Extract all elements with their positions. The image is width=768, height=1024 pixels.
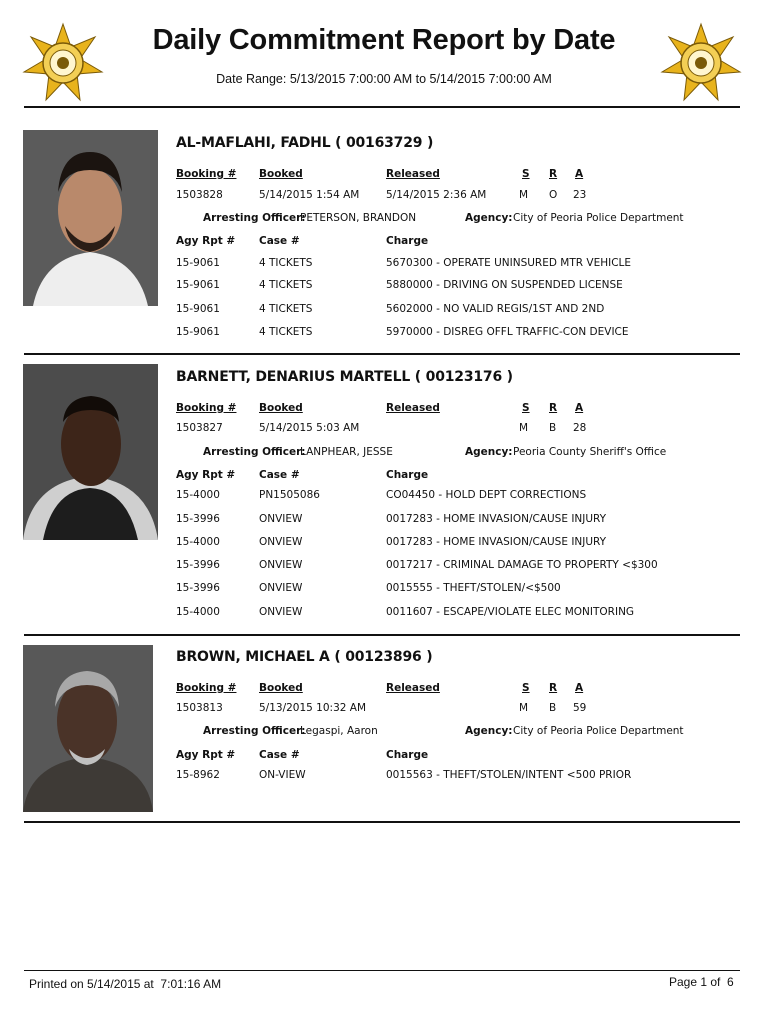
case-number: 4 TICKETS	[259, 279, 313, 291]
race-header: R	[549, 682, 558, 694]
sex-header: S	[522, 168, 530, 180]
charge-description: 0015555 - THEFT/STOLEN/<$500	[386, 582, 561, 594]
age-value: 28	[573, 422, 587, 434]
sex-value: M	[519, 189, 529, 201]
agency-report: 15-4000	[176, 489, 220, 501]
agency-report: 15-3996	[176, 559, 220, 571]
mugshot-photo	[23, 645, 153, 812]
printed-timestamp: Printed on 5/14/2015 at 7:01:16 AM	[29, 977, 222, 991]
agency-report-header: Agy Rpt #	[176, 469, 236, 481]
race-header: R	[549, 168, 558, 180]
sex-value: M	[519, 702, 529, 714]
agency-label: Agency:	[465, 446, 513, 458]
arresting-officer-label: Arresting Officer:	[203, 725, 306, 737]
booked-time: 5/14/2015 5:03 AM	[259, 422, 360, 434]
case-number: 4 TICKETS	[259, 257, 313, 269]
released-header: Released	[386, 168, 440, 180]
agency-report: 15-8962	[176, 769, 220, 781]
age-header: A	[575, 402, 584, 414]
agency-report: 15-9061	[176, 303, 220, 315]
charge-description: 0017283 - HOME INVASION/CAUSE INJURY	[386, 536, 607, 548]
agency-label: Agency:	[465, 212, 513, 224]
agency: Peoria County Sheriff's Office	[513, 446, 667, 458]
case-header: Case #	[259, 469, 300, 481]
arresting-officer-label: Arresting Officer:	[203, 446, 306, 458]
case-header: Case #	[259, 235, 300, 247]
case-number: ONVIEW	[259, 582, 303, 594]
charge-description: 0011607 - ESCAPE/VIOLATE ELEC MONITORING	[386, 606, 635, 618]
record-divider	[24, 821, 740, 823]
agency-report: 15-3996	[176, 513, 220, 525]
footer-divider	[24, 970, 740, 971]
agency-label: Agency:	[465, 725, 513, 737]
case-number: ONVIEW	[259, 513, 303, 525]
case-header: Case #	[259, 749, 300, 761]
race-value: B	[549, 422, 557, 434]
charge-description: 0015563 - THEFT/STOLEN/INTENT <500 PRIOR	[386, 769, 632, 781]
agency-report: 15-9061	[176, 279, 220, 291]
case-number: 4 TICKETS	[259, 326, 313, 338]
charge-description: 5670300 - OPERATE UNINSURED MTR VEHICLE	[386, 257, 632, 269]
released-time: 5/14/2015 2:36 AM	[386, 189, 487, 201]
case-number: ON-VIEW	[259, 769, 306, 781]
booked-header: Booked	[259, 168, 303, 180]
booking-number: 1503828	[176, 189, 223, 201]
agency-report-header: Agy Rpt #	[176, 235, 236, 247]
race-value: B	[549, 702, 557, 714]
record-divider	[24, 353, 740, 355]
report-title: Daily Commitment Report by Date	[152, 24, 616, 56]
charge-description: 5602000 - NO VALID REGIS/1ST AND 2ND	[386, 303, 605, 315]
agency: City of Peoria Police Department	[513, 212, 684, 224]
charge-header: Charge	[386, 469, 429, 481]
charge-header: Charge	[386, 235, 429, 247]
arresting-officer-label: Arresting Officer:	[203, 212, 306, 224]
record-divider	[24, 634, 740, 636]
case-number: ONVIEW	[259, 559, 303, 571]
age-header: A	[575, 682, 584, 694]
agency: City of Peoria Police Department	[513, 725, 684, 737]
booking-number: 1503813	[176, 702, 223, 714]
booked-time: 5/14/2015 1:54 AM	[259, 189, 360, 201]
sex-header: S	[522, 682, 530, 694]
agency-report: 15-4000	[176, 536, 220, 548]
arresting-officer: LANPHEAR, JESSE	[300, 446, 393, 458]
arresting-officer: Legaspi, Aaron	[300, 725, 378, 737]
booking-number: 1503827	[176, 422, 223, 434]
mugshot-photo	[23, 130, 158, 306]
arresting-officer: PETERSON, BRANDON	[300, 212, 417, 224]
booking-number-header: Booking #	[176, 402, 237, 414]
booking-number-header: Booking #	[176, 168, 237, 180]
agency-report: 15-4000	[176, 606, 220, 618]
sex-header: S	[522, 402, 530, 414]
charge-description: CO04450 - HOLD DEPT CORRECTIONS	[386, 489, 587, 501]
inmate-name: BROWN, MICHAEL A ( 00123896 )	[176, 649, 433, 665]
case-number: 4 TICKETS	[259, 303, 313, 315]
booking-number-header: Booking #	[176, 682, 237, 694]
agency-report: 15-9061	[176, 257, 220, 269]
inmate-name: AL-MAFLAHI, FADHL ( 00163729 )	[176, 135, 434, 151]
charge-header: Charge	[386, 749, 429, 761]
case-number: PN1505086	[259, 489, 320, 501]
charge-description: 0017283 - HOME INVASION/CAUSE INJURY	[386, 513, 607, 525]
released-header: Released	[386, 402, 440, 414]
race-value: O	[549, 189, 558, 201]
mugshot-photo	[23, 364, 158, 540]
case-number: ONVIEW	[259, 536, 303, 548]
race-header: R	[549, 402, 558, 414]
sex-value: M	[519, 422, 529, 434]
released-header: Released	[386, 682, 440, 694]
inmate-name: BARNETT, DENARIUS MARTELL ( 00123176 )	[176, 369, 513, 385]
charge-description: 5880000 - DRIVING ON SUSPENDED LICENSE	[386, 279, 623, 291]
date-range: Date Range: 5/13/2015 7:00:00 AM to 5/14/2015 7:00:00 AM	[216, 72, 552, 86]
booked-header: Booked	[259, 682, 303, 694]
page-indicator: Page 1 of 6	[669, 975, 734, 989]
agency-report-header: Agy Rpt #	[176, 749, 236, 761]
age-value: 23	[573, 189, 587, 201]
booked-time: 5/13/2015 10:32 AM	[259, 702, 367, 714]
charge-description: 0017217 - CRIMINAL DAMAGE TO PROPERTY <$300	[386, 559, 658, 571]
case-number: ONVIEW	[259, 606, 303, 618]
age-value: 59	[573, 702, 587, 714]
charge-description: 5970000 - DISREG OFFL TRAFFIC-CON DEVICE	[386, 326, 629, 338]
age-header: A	[575, 168, 584, 180]
header-divider	[24, 106, 740, 108]
agency-report: 15-9061	[176, 326, 220, 338]
booked-header: Booked	[259, 402, 303, 414]
agency-report: 15-3996	[176, 582, 220, 594]
